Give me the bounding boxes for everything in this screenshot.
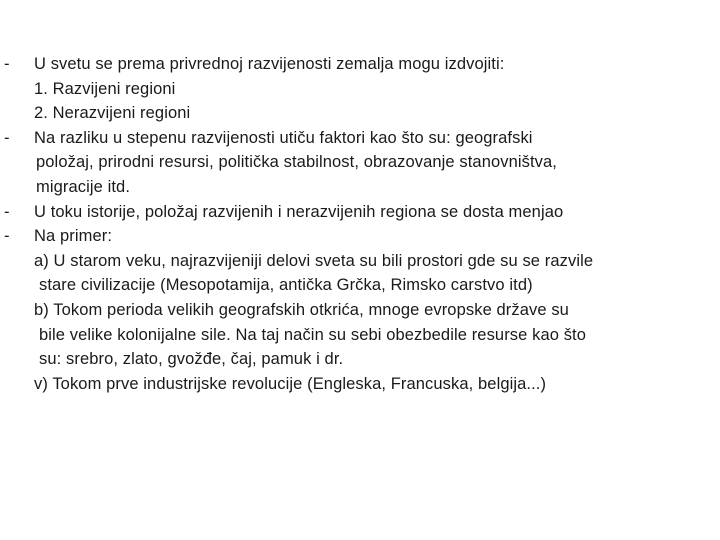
bullet-item: [4, 52, 694, 126]
sub-item-line: a) U starom veku, najrazvijeniji delovi sveta su bili prostori gde su se razvile: [34, 251, 594, 270]
slide-text-body: [4, 52, 694, 396]
numbered-item: 1. Razvijeni regioni: [34, 79, 176, 98]
bullet-line: položaj, prirodni resursi, politička stabilnost, obrazovanje stanovništva,: [36, 153, 557, 172]
numbered-item: 2. Nerazvijeni regioni: [34, 104, 191, 123]
bullet-dash: -: [4, 128, 10, 147]
sub-item-line: su: srebro, zlato, gvožđe, čaj, pamuk i dr.: [39, 350, 344, 369]
bullet-line: Na primer:: [34, 227, 113, 246]
sub-item-b: [34, 298, 694, 372]
bullet-item: [4, 126, 694, 200]
sub-item-line: stare civilizacije (Mesopotamija, antička Grčka, Rimsko carstvo itd): [39, 276, 533, 295]
bullet-item: [4, 224, 694, 396]
sub-item-v: [34, 372, 694, 397]
sub-item-line: b) Tokom perioda velikih geografskih otkrića, mnoge evropske države su: [34, 300, 569, 319]
bullet-line: U svetu se prema privrednoj razvijenosti zemalja mogu izdvojiti:: [34, 55, 505, 73]
bullet-item: [4, 200, 694, 225]
bullet-dash: -: [4, 227, 10, 246]
bullet-line: U toku istorije, položaj razvijenih i nerazvijenih regiona se dosta menjao: [34, 202, 564, 221]
sub-item-a: [34, 249, 694, 298]
sub-item-line: bile velike kolonijalne sile. Na taj način su sebi obezbedile resurse kao što: [39, 325, 587, 344]
sub-item-line: v) Tokom prve industrijske revolucije (Engleska, Francuska, belgija...): [34, 374, 547, 393]
bullet-dash: -: [4, 55, 10, 73]
bullet-line: Na razliku u stepenu razvijenosti utiču faktori kao što su: geografski: [34, 128, 533, 147]
bullet-line: migracije itd.: [36, 177, 131, 196]
bullet-dash: -: [4, 202, 10, 221]
